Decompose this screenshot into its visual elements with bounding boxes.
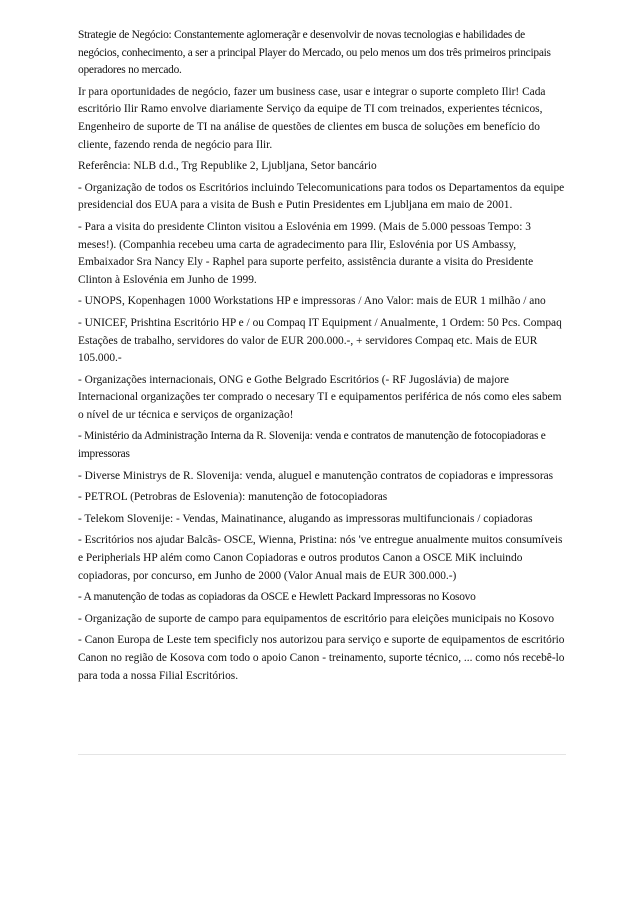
- paragraph-reference: Referência: NLB d.d., Trg Republike 2, Ljubljana, Setor bancário: [78, 160, 377, 173]
- paragraph-bush-putin-visit: - Organização de todos os Escritórios incluindo Telecomunications para todos os Departamentos da equipe presidencial dos EUA para a visita de Bush e Putin Presidentes em Ljubljana em maio de 2001.: [78, 181, 565, 212]
- paragraph-unicef: - UNICEF, Prishtina Escritório HP e / ou Compaq IT Equipment / Anualmente, 1 Ordem: 50 Pcs. Compaq Estações de trabalho, servidores do valor de EUR 200.000.-, + servidores Compaq etc. Mais de EUR 105.000.-: [78, 316, 562, 365]
- paragraph-clinton-visit: - Para a visita do presidente Clinton visitou a Eslovénia em 1999. (Mais de 5.000 pessoas Tempo: 3 meses!). (Companhia recebeu uma carta de agradecimento para Ilir, Eslovénia por US Ambassy, Embaixador Sra Nancy Ely - Raphel para suporte perfeito, assistência durante a visita do Presidente Clinton à Eslovénia em Junho de 1999.: [78, 220, 534, 286]
- document-body: [78, 27, 568, 689]
- paragraph-unops: - UNOPS, Kopenhagen 1000 Workstations HP e impressoras / Ano Valor: mais de EUR 1 milhão / ano: [78, 295, 546, 308]
- paragraph-international-organizations: - Organizações internacionais, ONG e Gothe Belgrado Escritórios (- RF Jugoslávia) de majore Internacional organizações ter comprado o necesary TI e equipamentos periférica de nós como eles sabem o nível de ur técnica e serviços de organização!: [78, 373, 562, 421]
- paragraph-diverse-ministries: - Diverse Ministrys de R. Slovenija: venda, aluguel e manutenção contratos de copiadoras e impressoras: [78, 469, 554, 482]
- paragraph-ministry-interior: - Ministério da Administração Interna da R. Slovenija: venda e contratos de manutenção de fotocopiadoras e impressoras: [78, 430, 546, 461]
- paragraph-petrol: - PETROL (Petrobras de Eslovenia): manutenção de fotocopiadoras: [78, 491, 388, 504]
- paragraph-telekom: - Telekom Slovenije: - Vendas, Mainatinance, alugando as impressoras multifuncionais / copiadoras: [78, 512, 533, 525]
- paragraph-canon-europe: - Canon Europa de Leste tem specificly nos autorizou para serviço e suporte de equipamentos de escritório Canon no região de Kosova com todo o apoio Canon - treinamento, suporte técnico, ... como nós recebê-lo para toda a nossa Filial Escritórios.: [78, 634, 565, 682]
- paragraph-business-opportunities: Ir para oportunidades de negócio, fazer um business case, usar e integrar o suporte completo Ilir! Cada escritório Ilir Ramo envolve diariamente Serviço da equipe de TI com treinados, experientes técnicos, Engenheiro de suporte de TI na análise de questões de clientes em busca de soluções em benefício do cliente, fazendo renda de negócio para Ilir.: [78, 85, 546, 151]
- paragraph-osce-offices: - Escritórios nos ajudar Balcãs- OSCE, Wienna, Pristina: nós 've entregue anualmente muitos consumíveis e Peripherials HP além como Canon Copiadoras e outros produtos Canon a OSCE MiK incluindo copiadoras, por concurso, em Junho de 2000 (Valor Anual mais de EUR 300.000.-): [78, 534, 563, 582]
- paragraph-business-strategy: Strategie de Negócio: Constantemente aglomeraçãr e desenvolvir de novas tecnologias e habilidades de negócios, conhecimento, a ser a principal Player do Mercado, ou pelo menos um dos três primeiros principais operadores no mercado.: [78, 29, 551, 77]
- paragraph-field-support: - Organização de suporte de campo para equipamentos de escritório para eleições municipais no Kosovo: [78, 612, 555, 625]
- page-divider: [78, 754, 566, 755]
- paragraph-osce-maintenance: - A manutenção de todas as copiadoras da OSCE e Hewlett Packard Impressoras no Kosovo: [78, 591, 476, 604]
